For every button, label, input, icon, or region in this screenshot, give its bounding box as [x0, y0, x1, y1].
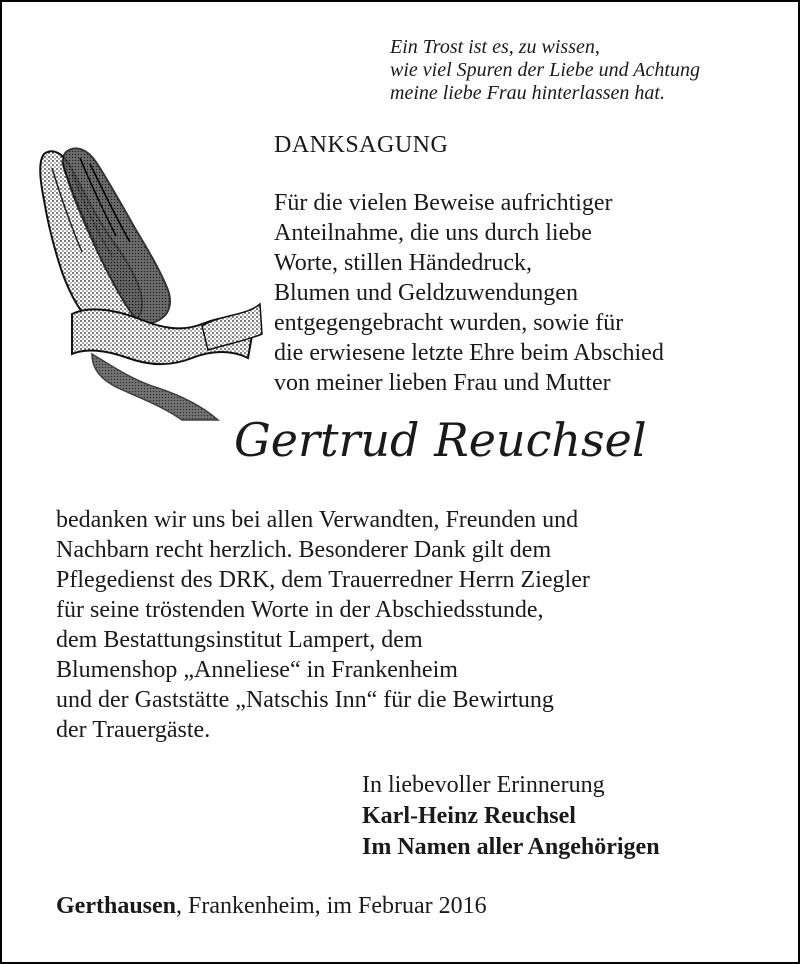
closing-signature — [362, 770, 660, 863]
motto-line: Ein Trost ist es, zu wissen, — [390, 36, 600, 58]
body-line: Pflegedienst des DRK, dem Trauerredner Herrn Ziegler — [56, 567, 590, 593]
intro-line: von meiner lieben Frau und Mutter — [274, 370, 611, 396]
place-date-line — [56, 891, 487, 921]
on-behalf-line: Im Namen aller Angehörigen — [362, 834, 660, 860]
intro-line: entgegengebracht wurden, sowie für — [274, 310, 624, 336]
body-line: Nachbarn recht herzlich. Besonderer Dank gilt dem — [56, 537, 552, 563]
body-line: der Trauergäste. — [56, 717, 211, 743]
motto-line: meine liebe Frau hinterlassen hat. — [390, 82, 665, 104]
intro-line: Worte, stillen Händedruck, — [274, 250, 532, 276]
remembrance-line: In liebevoller Erinnerung — [362, 772, 605, 798]
body-text — [56, 505, 590, 745]
intro-line: Blumen und Geldzuwendungen — [274, 280, 578, 306]
body-line: und der Gaststätte „Natschis Inn“ für die Bewirtung — [56, 687, 554, 713]
deceased-name: Gertrud Reuchsel — [234, 413, 647, 467]
intro-line: Für die vielen Beweise aufrichtiger — [274, 190, 613, 216]
place-date-rest: , Frankenheim, im Februar 2016 — [176, 893, 487, 919]
signer-name: Karl-Heinz Reuchsel — [362, 803, 576, 829]
motto-quote — [390, 36, 700, 105]
intro-text — [274, 188, 664, 398]
intro-line: die erwiesene letzte Ehre beim Abschied — [274, 340, 664, 366]
body-line: Blumenshop „Anneliese“ in Frankenheim — [56, 657, 458, 683]
place-name: Gerthausen — [56, 893, 176, 919]
motto-line: wie viel Spuren der Liebe und Achtung — [390, 59, 700, 81]
intro-line: Anteilnahme, die uns durch liebe — [274, 220, 592, 246]
heading: DANKSAGUNG — [274, 132, 449, 158]
body-line: dem Bestattungsinstitut Lampert, dem — [56, 627, 423, 653]
praying-hands-icon — [32, 144, 264, 422]
body-line: für seine tröstenden Worte in der Abschiedsstunde, — [56, 597, 544, 623]
body-line: bedanken wir uns bei allen Verwandten, Freunden und — [56, 507, 579, 533]
